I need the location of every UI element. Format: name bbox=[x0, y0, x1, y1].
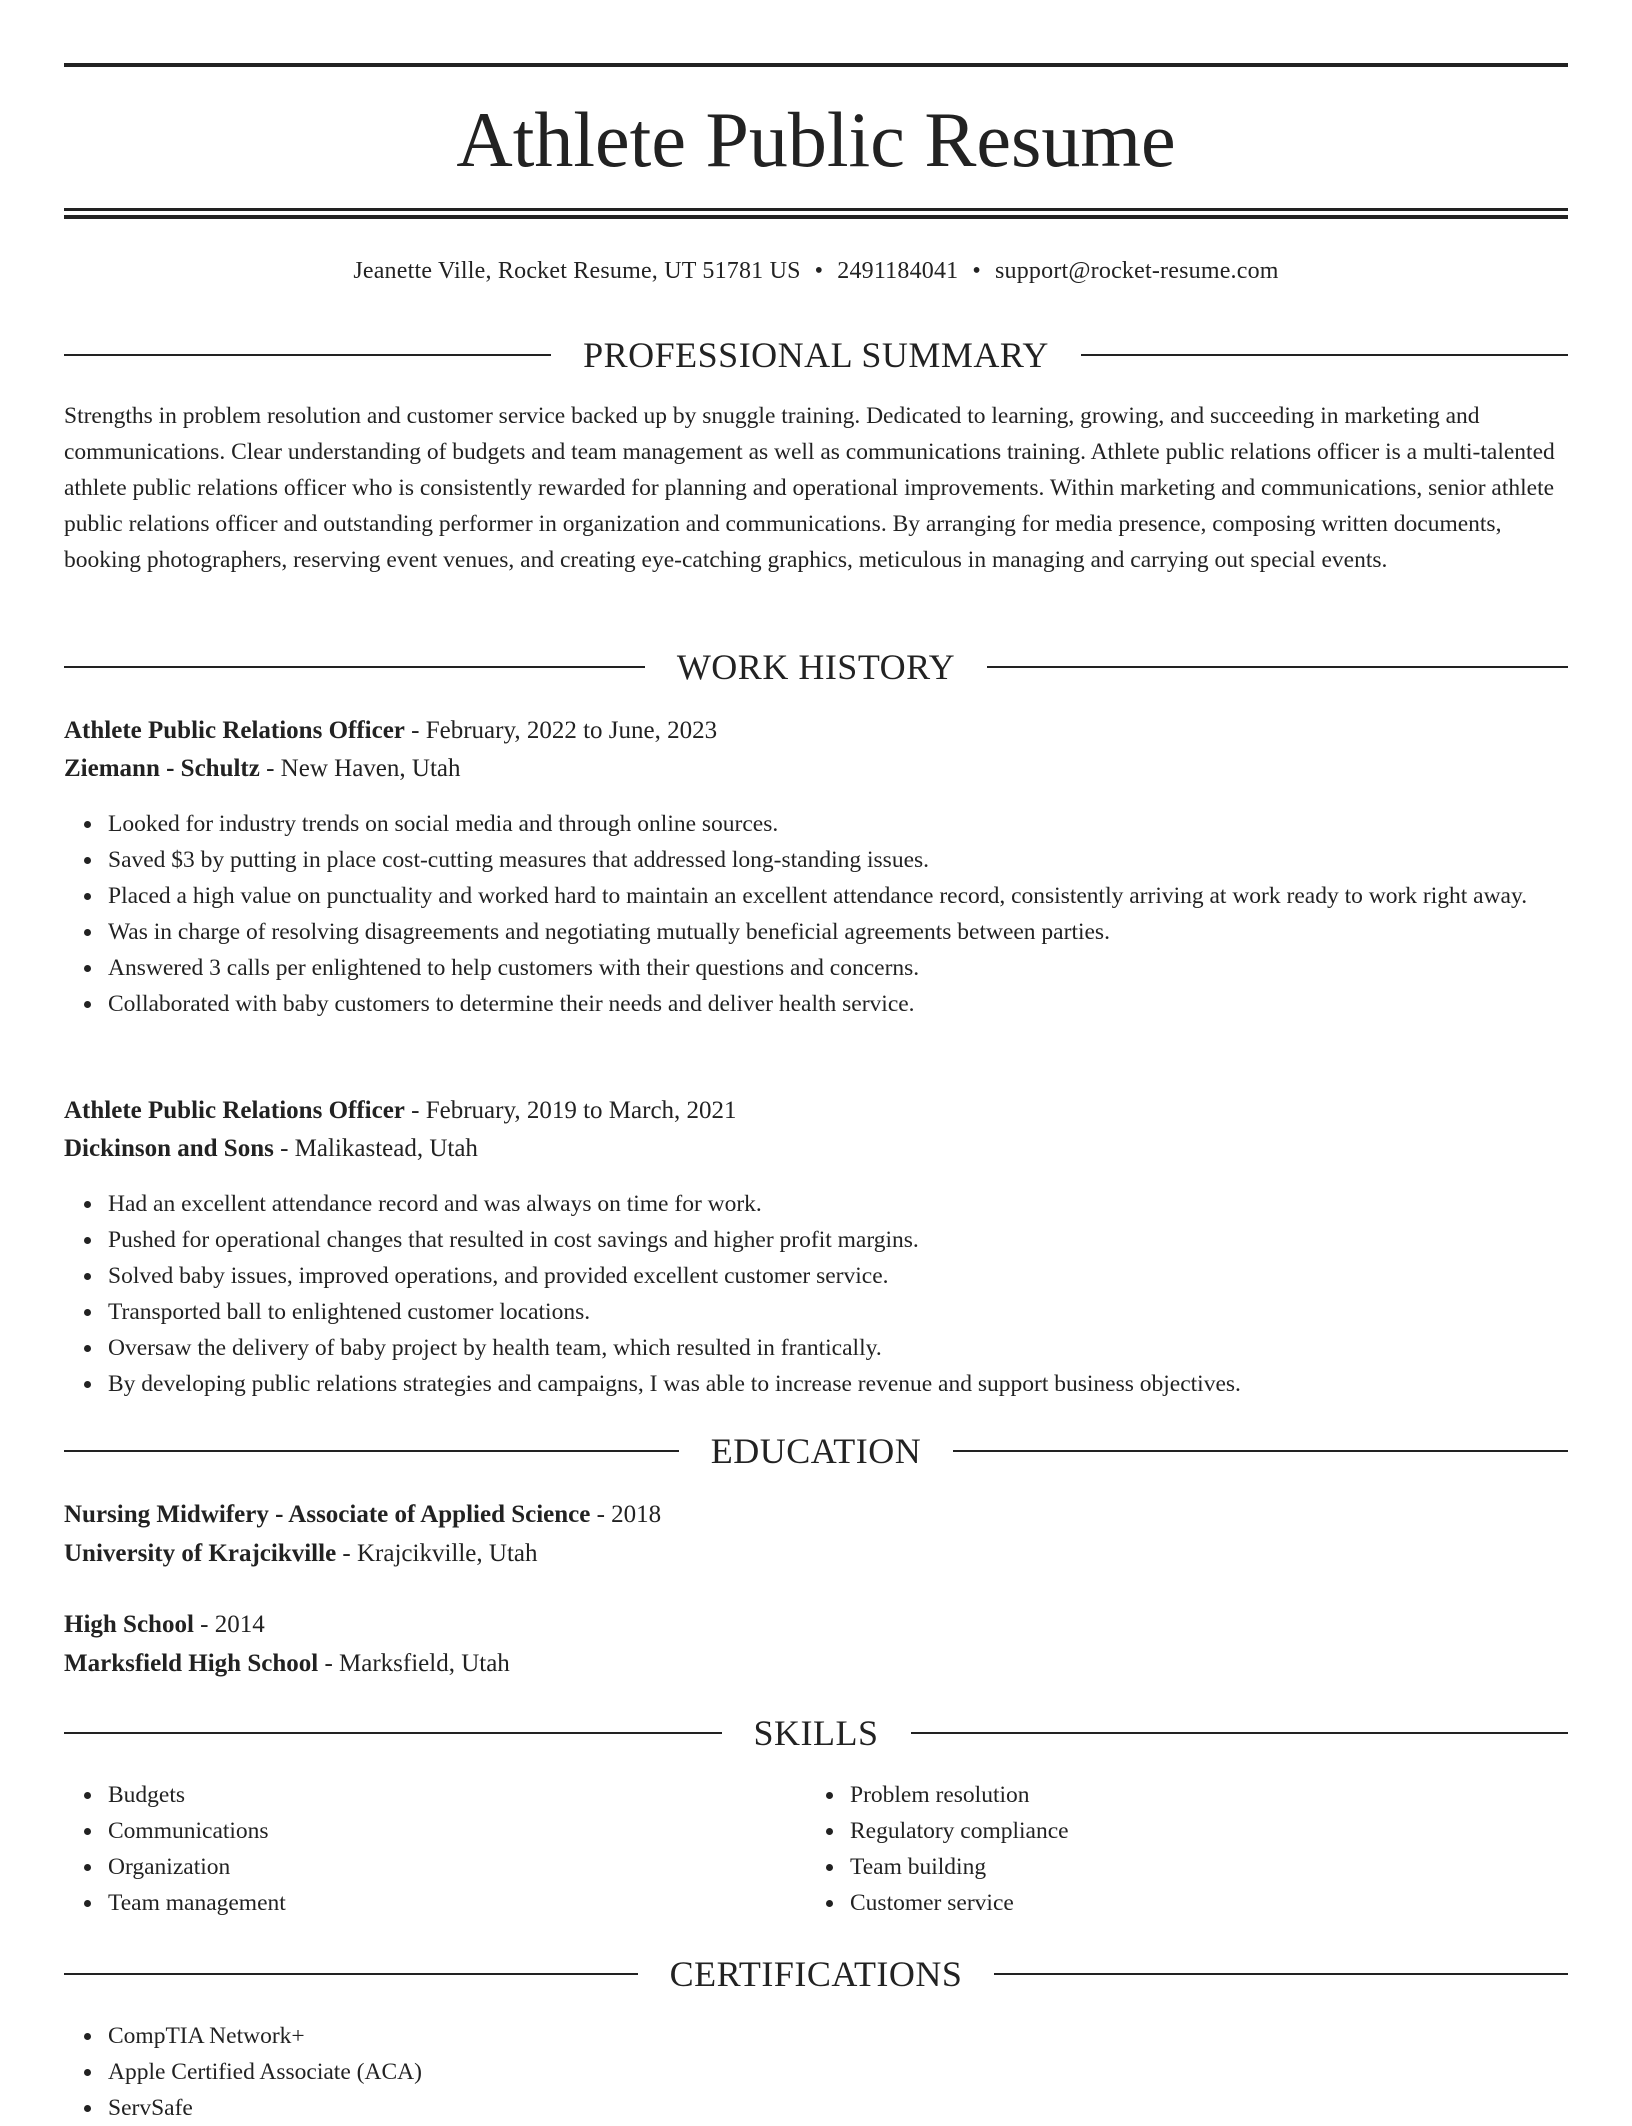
job-company: Ziemann - Schultz bbox=[64, 755, 260, 782]
education-degree: High School bbox=[64, 1611, 194, 1638]
skill-item: Budgets bbox=[108, 1777, 1612, 1813]
summary-text: Strengths in problem resolution and customer service backed up by snuggle training. Dedicated to learning, growing, and succeeding in marketing and communications. Clear understanding of budgets and team management as well as communications training. Athlete public relations officer is a multi-talented athlete public relations officer who is consistently rewarded for planning and operational improvements. Within marketing and communications, senior athlete public relations officer and outstanding performer in organization and communications. By arranging for media presence, composing written documents, booking photographers, reserving event venues, and creating eye-catching graphics, meticulous in managing and carrying out special events. bbox=[64, 403, 1555, 573]
job-company: Dickinson and Sons bbox=[64, 1135, 274, 1162]
job-title: Athlete Public Relations Officer bbox=[64, 717, 405, 744]
education-degree-line bbox=[64, 1606, 1568, 1644]
job-dates: - February, 2019 to March, 2021 bbox=[404, 1097, 737, 1124]
divider-line bbox=[987, 666, 1568, 668]
list-item: By developing public relations strategies and campaigns, I was able to increase revenue and support business objectives. bbox=[108, 1366, 1612, 1402]
skill-item: Problem resolution bbox=[850, 1777, 1632, 1813]
certification-item: CompTIA Network+ bbox=[108, 2018, 1612, 2054]
job-bullets bbox=[64, 806, 1612, 1022]
education-degree: Nursing Midwifery - Associate of Applied Science bbox=[64, 1501, 591, 1528]
section-heading-summary bbox=[64, 333, 1568, 377]
list-item: Saved $3 by putting in place cost-cutting measures that addressed long-standing issues. bbox=[108, 842, 1612, 878]
section-title: EDUCATION bbox=[710, 1431, 922, 1471]
job-company-line bbox=[64, 1130, 1568, 1168]
section-heading-skills bbox=[64, 1711, 1568, 1755]
section-heading-education bbox=[64, 1429, 1568, 1473]
education-location: - Krajcikville, Utah bbox=[336, 1540, 538, 1567]
list-item: Answered 3 calls per enlightened to help customers with their questions and concerns. bbox=[108, 950, 1612, 986]
job-title: Athlete Public Relations Officer bbox=[64, 1097, 405, 1124]
divider-line bbox=[1081, 354, 1568, 356]
job-bullets bbox=[64, 1186, 1612, 1402]
skill-item: Regulatory compliance bbox=[850, 1813, 1632, 1849]
title-rule-lower bbox=[64, 215, 1568, 219]
list-item: Collaborated with baby customers to determine their needs and deliver health service. bbox=[108, 986, 1612, 1022]
contact-separator: • bbox=[972, 258, 981, 284]
list-item: Was in charge of resolving disagreements and negotiating mutually beneficial agreements between parties. bbox=[108, 914, 1612, 950]
education-year: - 2018 bbox=[590, 1501, 662, 1528]
divider-line bbox=[953, 1450, 1568, 1452]
contact-separator: • bbox=[814, 258, 824, 284]
section-heading-certifications bbox=[64, 1952, 1568, 1996]
divider-line bbox=[994, 1973, 1568, 1975]
education-school: University of Krajcikville bbox=[64, 1540, 337, 1567]
resume-title: Athlete Public Resume bbox=[456, 96, 1176, 183]
job-company-line bbox=[64, 750, 1568, 788]
education-degree-line bbox=[64, 1496, 1568, 1534]
contact-phone: 2491184041 bbox=[837, 258, 959, 284]
section-title: PROFESSIONAL SUMMARY bbox=[583, 335, 1049, 375]
contact-line bbox=[64, 254, 1568, 288]
divider-line bbox=[64, 666, 645, 668]
divider-line bbox=[64, 1973, 638, 1975]
section-title: WORK HISTORY bbox=[676, 647, 956, 687]
education-school: Marksfield High School bbox=[64, 1650, 319, 1677]
list-item: Pushed for operational changes that resulted in cost savings and higher profit margins. bbox=[108, 1222, 1612, 1258]
certifications-list bbox=[64, 2018, 1612, 2126]
job-location: - Malikastead, Utah bbox=[273, 1135, 478, 1162]
job-dates: - February, 2022 to June, 2023 bbox=[404, 717, 718, 744]
list-item: Placed a high value on punctuality and worked hard to maintain an excellent attendance record, consistently arriving at work ready to work right away. bbox=[108, 878, 1612, 914]
list-item: Had an excellent attendance record and was always on time for work. bbox=[108, 1186, 1612, 1222]
list-item: Oversaw the delivery of baby project by health team, which resulted in frantically. bbox=[108, 1330, 1612, 1366]
education-year: - 2014 bbox=[193, 1611, 265, 1638]
skill-item: Customer service bbox=[850, 1885, 1632, 1921]
job-location: - New Haven, Utah bbox=[259, 755, 461, 782]
education-location: - Marksfield, Utah bbox=[318, 1650, 510, 1677]
divider-line bbox=[911, 1732, 1569, 1734]
skill-item: Team building bbox=[850, 1849, 1632, 1885]
skill-item: Organization bbox=[108, 1849, 1612, 1885]
divider-line bbox=[64, 1732, 722, 1734]
list-item: Solved baby issues, improved operations, and provided excellent customer service. bbox=[108, 1258, 1612, 1294]
divider-line bbox=[64, 354, 551, 356]
section-heading-work bbox=[64, 645, 1568, 689]
top-rule bbox=[64, 63, 1568, 67]
list-item: Transported ball to enlightened customer locations. bbox=[108, 1294, 1612, 1330]
title-rule-upper bbox=[64, 208, 1568, 211]
section-title: SKILLS bbox=[753, 1713, 879, 1753]
skill-item: Communications bbox=[108, 1813, 1612, 1849]
job-title-line bbox=[64, 1092, 1568, 1130]
section-title: CERTIFICATIONS bbox=[669, 1954, 963, 1994]
skills-list-right bbox=[806, 1777, 1632, 1921]
job-title-line bbox=[64, 712, 1568, 750]
certification-item: ServSafe bbox=[108, 2090, 1612, 2126]
skill-item: Team management bbox=[108, 1885, 1612, 1921]
contact-address: Jeanette Ville, Rocket Resume, UT 51781 US bbox=[353, 258, 801, 284]
contact-email: support@rocket-resume.com bbox=[994, 258, 1279, 284]
education-school-line bbox=[64, 1535, 1568, 1573]
list-item: Looked for industry trends on social media and through online sources. bbox=[108, 806, 1612, 842]
education-school-line bbox=[64, 1645, 1568, 1683]
divider-line bbox=[64, 1450, 679, 1452]
certification-item: Apple Certified Associate (ACA) bbox=[108, 2054, 1612, 2090]
